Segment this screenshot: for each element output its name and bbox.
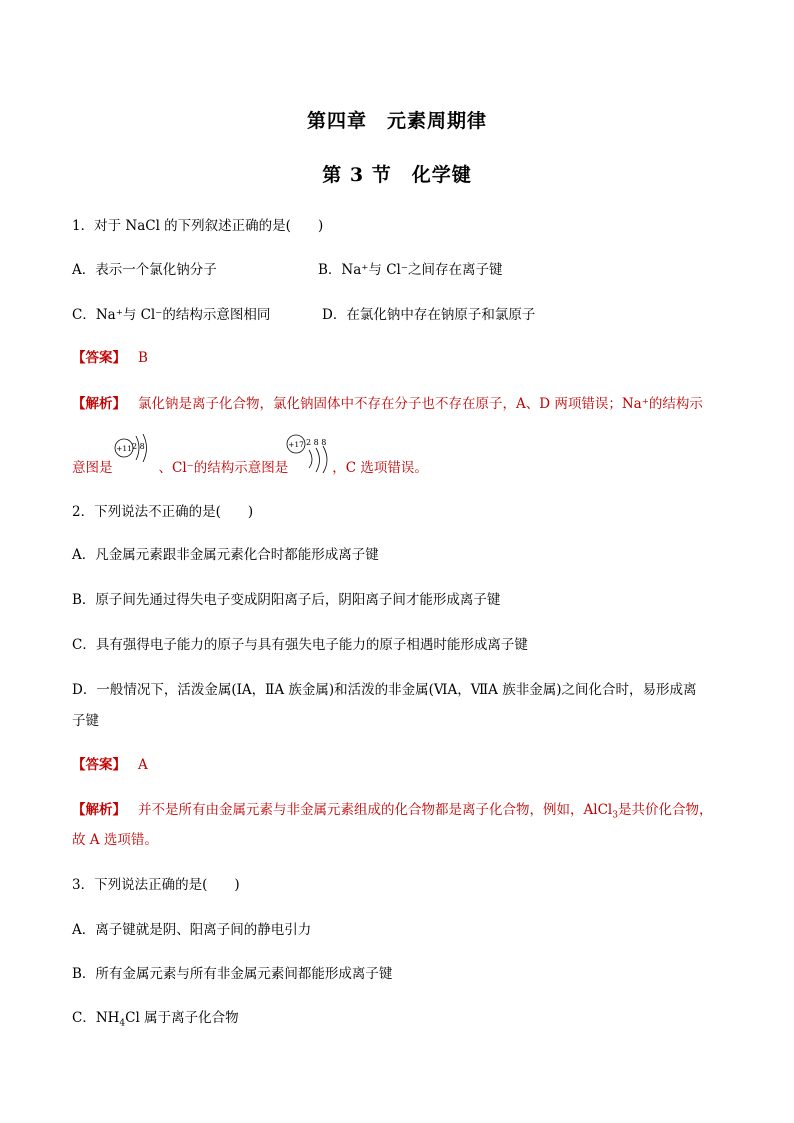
- question-2-option-c: C．具有强得电子能力的原子与具有强失电子能力的原子相遇时能形成离子键: [72, 637, 528, 653]
- analysis-tag: 【解析】: [72, 396, 126, 412]
- question-3-option-c: [72, 1006, 239, 1029]
- question-2-answer: [72, 753, 148, 773]
- analysis-tag: 【解析】: [72, 802, 126, 818]
- question-2-option-b: B．原子间先通过得失电子变成阴阳离子后，阴阳离子间才能形成离子键: [72, 592, 501, 608]
- question-1-option-a: A．表示一个氯化钠分子: [72, 262, 217, 278]
- analysis-text: 是共价化合物，: [617, 802, 713, 818]
- question-2-analysis-line-1: [72, 798, 712, 821]
- analysis-text: 意图是: [72, 460, 113, 476]
- answer-value: A: [138, 757, 148, 773]
- chapter-title: 第四章 元素周期律: [306, 110, 487, 132]
- section-title: 第 3 节 化学键: [322, 164, 472, 186]
- analysis-subscript: 3: [612, 810, 618, 821]
- na-ion-structure-diagram: [112, 428, 160, 468]
- question-2-option-a: A．凡金属元素跟非金属元素化合时都能形成离子键: [72, 547, 379, 563]
- option-subscript: 4: [119, 1018, 126, 1029]
- analysis-text: ，C 选项错误。: [332, 460, 428, 476]
- na-shells-label: 2 8: [132, 442, 145, 451]
- question-2-analysis-line-2: 故 A 选项错。: [72, 832, 158, 848]
- answer-value: B: [138, 350, 148, 366]
- question-2-option-d-line-2: 子键: [72, 713, 99, 729]
- question-1-stem: 1．对于 NaCl 的下列叙述正确的是( ): [72, 218, 324, 234]
- option-text: Cl 属于离子化合物: [125, 1010, 239, 1026]
- question-1-option-c: C．Na⁺与 Cl⁻的结构示意图相同: [72, 307, 271, 323]
- na-nucleus-label: +11: [116, 444, 132, 453]
- question-1-answer: [72, 346, 148, 366]
- question-2-option-d-line-1: D．一般情况下，活泼金属(ⅠA，ⅡA 族金属)和活泼的非金属(ⅥA，ⅦA 族非金属)之间化合时，易形成离: [72, 682, 697, 698]
- question-3-stem: 3．下列说法正确的是( ): [72, 877, 240, 893]
- question-1-option-b: B．Na⁺与 Cl⁻之间存在离子键: [318, 262, 503, 278]
- answer-tag: 【答案】: [72, 350, 126, 366]
- analysis-text: 、Cl⁻的结构示意图是: [158, 460, 289, 476]
- option-text: C．NH: [72, 1010, 120, 1026]
- question-3-option-b: B．所有金属元素与所有非金属元素间都能形成离子键: [72, 966, 393, 982]
- analysis-text: 氯化钠是离子化合物，氯化钠固体中不存在分子也不存在原子，A、D 两项错误；Na⁺的结构示: [138, 396, 703, 412]
- analysis-text: 并不是所有由金属元素与非金属元素组成的化合物都是离子化合物，例如，AlCl: [138, 802, 613, 818]
- cl-ion-structure-diagram: [285, 426, 341, 474]
- question-1-analysis-line-1: [72, 392, 703, 412]
- answer-tag: 【答案】: [72, 757, 126, 773]
- question-3-option-a: A．离子键就是阴、阳离子间的静电引力: [72, 922, 312, 938]
- cl-nucleus-label: +17: [288, 440, 304, 449]
- question-1-option-d: D．在氯化钠中存在钠原子和氯原子: [322, 307, 536, 323]
- cl-shells-label: 2 8 8: [306, 438, 327, 447]
- question-2-stem: 2．下列说法不正确的是( ): [72, 504, 254, 520]
